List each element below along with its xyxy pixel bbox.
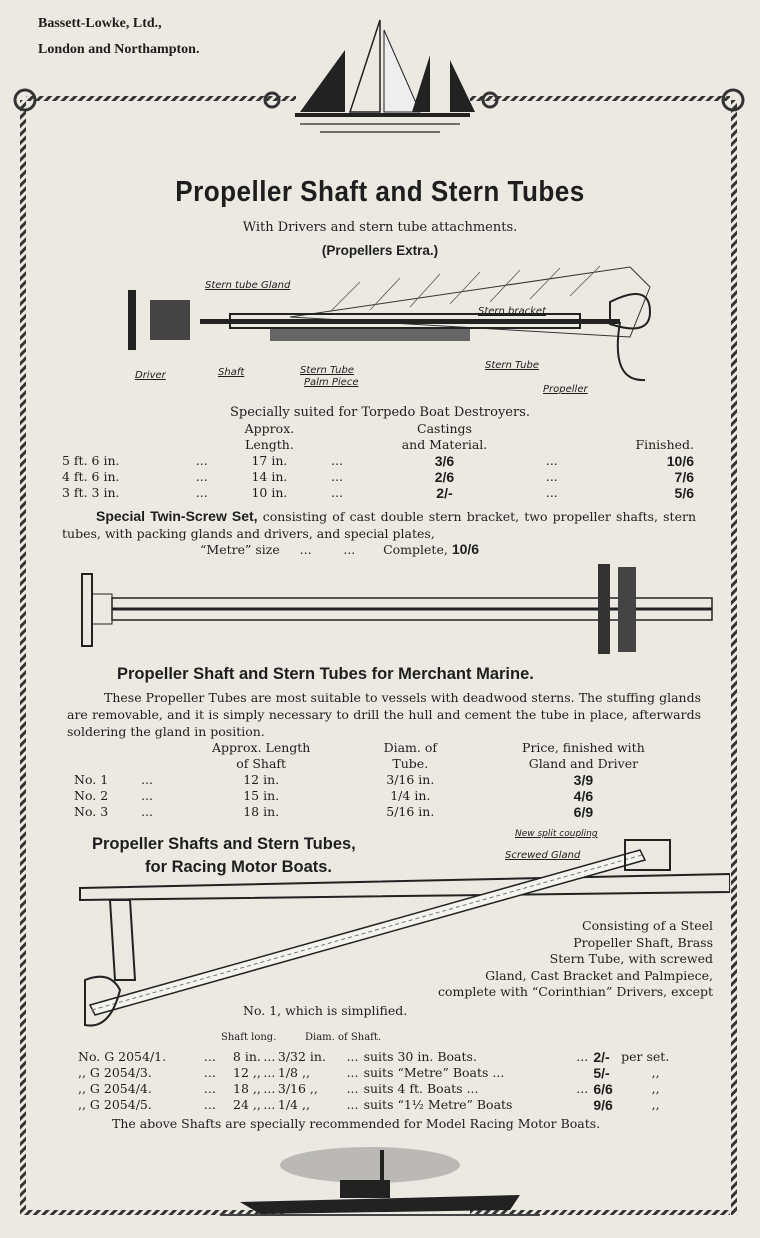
section3-title-2: for Racing Motor Boats. (145, 858, 333, 876)
twin-screw-diagram (78, 562, 718, 657)
section2-title: Propeller Shaft and Stern Tubes for Merchant Marine. (117, 665, 534, 683)
section1-intro: Specially suited for Torpedo Boat Destroyers. (229, 405, 531, 420)
section1-title: Propeller Shaft and Stern Tubes (175, 176, 585, 208)
company-location: London and Northampton. (38, 42, 200, 57)
col-price: Price, finished with (522, 740, 645, 755)
twin-screw-text: consisting of cast double stern bracket, two propeller shafts, stern tubes, with packing glands and drivers, and special plates, (62, 509, 696, 541)
col-castings-2: and Material. (401, 437, 488, 452)
label-screwed-gland: Screwed Gland (505, 850, 581, 861)
torpedo-price-table (62, 421, 694, 501)
section1-note: (Propellers Extra.) (321, 243, 439, 258)
col-diam-shaft: Diam. of Shaft. (305, 1032, 382, 1043)
section3-title: Propeller Shafts and Stern Tubes, (92, 835, 356, 853)
label-driver: Driver (135, 370, 166, 381)
section3-description-end: No. 1, which is simplified. (243, 1003, 408, 1018)
label-stern-tube-gland: Stern tube Gland (205, 280, 291, 291)
twin-screw-price-line: “Metre” size ... ... Complete, 10/6 (200, 541, 480, 557)
section3-description: Consisting of a Steel Propeller Shaft, Brass Stern Tube, with screwed Gland, Cast Bracket and Palmpiece, complete with “Corinthian” Drivers, except (437, 918, 713, 999)
col-diam: Diam. of (383, 740, 438, 755)
label-propeller: Propeller (543, 384, 588, 395)
col-diam-2: Tube. (392, 756, 429, 771)
table-row: No. G 2054/1. ... 8 in. ... 3/32 in. ... suits 30 in. Boats. ... 2/- per set. (78, 1049, 670, 1065)
merchant-price-table (74, 740, 704, 820)
col-price-2: Gland and Driver (528, 756, 639, 771)
table-row: No. 3 ... 18 in. 5/16 in. 6/9 (74, 804, 594, 820)
col-castings: Castings (417, 421, 472, 436)
twin-screw-paragraph (62, 508, 696, 542)
col-shaft-long: Shaft long. (221, 1032, 277, 1043)
label-shaft: Shaft (218, 367, 245, 378)
col-length-2: Length. (245, 437, 294, 452)
table-row: No. 1 ... 12 in. 3/16 in. 3/9 (74, 772, 594, 788)
table-row: 3 ft. 3 in. ... 10 in. ... 2/- ... 5/6 (62, 485, 694, 501)
section3-footer: The above Shafts are specially recommended for Model Racing Motor Boats. (112, 1116, 601, 1131)
label-stern-tube-palm: Stern Tube (300, 365, 354, 376)
warship-illustration (220, 1140, 540, 1218)
label-palm-piece: Palm Piece (304, 377, 359, 388)
sailboat-logo (295, 20, 475, 132)
section1-subtitle: With Drivers and stern tube attachments. (242, 220, 518, 235)
col-length: Approx. Length (211, 740, 311, 755)
col-length: Approx. (244, 421, 295, 436)
label-stern-tube: Stern Tube (485, 360, 539, 371)
table-row: 4 ft. 6 in. ... 14 in. ... 2/6 ... 7/6 (62, 469, 694, 485)
company-name: Bassett-Lowke, Ltd., (38, 16, 162, 31)
label-stern-bracket: Stern bracket (478, 306, 546, 317)
section2-paragraph: These Propeller Tubes are most suitable to vessels with deadwood sterns. The stuffing glands are removable, and it is simply necessary to drill the hull and cement the tube in place, afterwards soldering the gland in position. (67, 690, 701, 739)
racing-price-table (78, 1049, 690, 1113)
table-row: ,, G 2054/3. ... 12 ,, ... 1/8 ,, ... suits “Metre” Boats ... 5/- ,, (78, 1065, 660, 1081)
table-row: 5 ft. 6 in. ... 17 in. ... 3/6 ... 10/6 (62, 453, 694, 469)
table-row: ,, G 2054/5. ... 24 ,, ... 1/4 ,, ... suits “1½ Metre” Boats 9/6 ,, (78, 1097, 660, 1113)
label-split-coupling: New split coupling (515, 829, 598, 839)
twin-screw-title: Special Twin-Screw Set, (96, 508, 258, 524)
col-finished: Finished. (635, 437, 694, 452)
table-row: ,, G 2054/4. ... 18 ,, ... 3/16 ,, ... suits 4 ft. Boats ... ... 6/6 ,, (78, 1081, 660, 1097)
stern-tube-diagram (90, 262, 670, 402)
table-row: No. 2 ... 15 in. 1/4 in. 4/6 (74, 788, 594, 804)
col-length-2: of Shaft (236, 756, 287, 771)
